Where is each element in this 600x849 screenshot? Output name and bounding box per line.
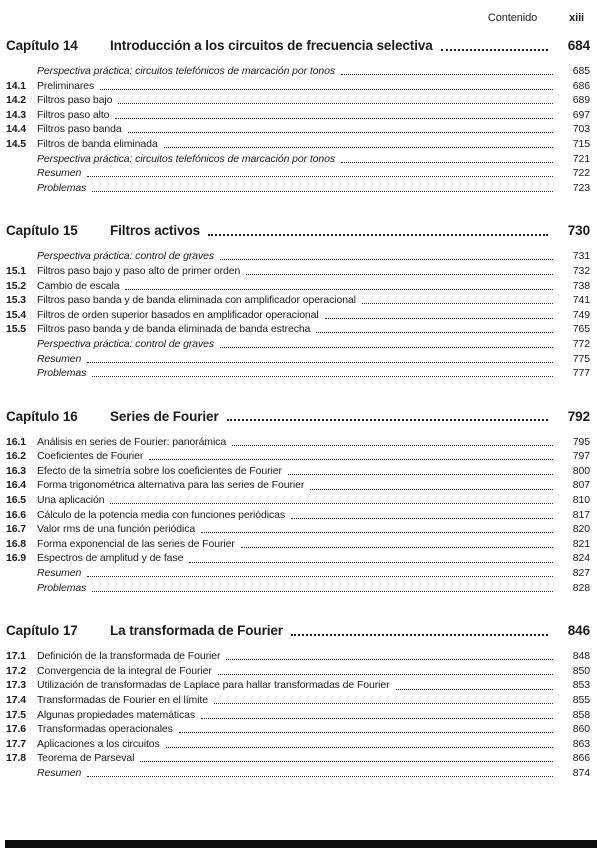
entry-title: Cálculo de la potencia media con funciones periódicas [37, 508, 286, 521]
chapter-block [6, 222, 590, 380]
toc-entry [6, 64, 590, 79]
dot-leader [214, 703, 553, 704]
toc-entry [6, 352, 590, 367]
entry-title: Filtros de orden superior basados en amplificador operacional [37, 308, 319, 321]
entry-title: Forma trigonométrica alternativa para las series de Fourier [37, 479, 305, 492]
toc-entry [6, 152, 590, 167]
entry-title: Filtros de banda eliminada [37, 137, 158, 150]
entry-page-number: 775 [572, 352, 590, 365]
chapter-title: La transformada de Fourier [110, 623, 283, 639]
entry-page-number: 697 [572, 108, 590, 121]
dot-leader [316, 332, 553, 333]
chapter-entries [6, 249, 590, 380]
entry-title: Resumen [37, 766, 82, 779]
toc-entry [6, 181, 590, 196]
entry-title: Filtros paso banda y de banda eliminada con amplificador operacional [37, 294, 356, 307]
toc-entry [6, 122, 590, 137]
dot-leader [189, 562, 553, 563]
entry-title: Perspectiva práctica: control de graves [37, 337, 215, 350]
dot-leader [92, 591, 553, 592]
dot-leader [441, 49, 548, 51]
entry-number: 17.3 [6, 679, 27, 692]
entry-title: Problemas [37, 367, 87, 380]
entry-title: Transformadas de Fourier en el límite [37, 694, 208, 706]
dot-leader [226, 659, 553, 660]
chapter-label: Capítulo 16 [6, 408, 78, 424]
chapters-list [6, 37, 590, 781]
entry-title: Resumen [37, 567, 82, 580]
dot-leader [164, 147, 553, 148]
entry-number: 14.4 [6, 123, 27, 136]
toc-entry [6, 137, 590, 152]
entry-number: 17.8 [6, 752, 27, 765]
toc-entry [6, 537, 590, 552]
toc-entry [6, 308, 590, 323]
dot-leader [201, 718, 553, 719]
dot-leader [110, 503, 553, 504]
toc-entry [6, 522, 590, 537]
entry-page-number: 715 [572, 137, 590, 150]
entry-title: Perspectiva práctica: control de graves [37, 250, 215, 263]
entry-page-number: 858 [572, 708, 590, 721]
chapter-block [6, 408, 590, 596]
entry-number: 16.9 [6, 552, 27, 565]
dot-leader [179, 732, 553, 733]
dot-leader [125, 289, 553, 290]
entry-number: 14.3 [6, 108, 27, 121]
chapter-page-number: 684 [567, 38, 590, 53]
chapter-heading [6, 37, 590, 55]
entry-number [6, 249, 37, 264]
entry-number: 15.4 [6, 308, 27, 321]
dot-leader [115, 118, 553, 119]
chapter-heading [6, 408, 590, 426]
toc-entry [6, 464, 590, 479]
entry-number: 17.5 [6, 708, 27, 721]
entry-number: 17.4 [6, 694, 27, 706]
entry-title: Coeficientes de Fourier [37, 450, 144, 463]
dot-leader [396, 689, 553, 690]
dot-leader [100, 89, 553, 90]
entry-title: Perspectiva práctica: circuitos telefónicos de marcación por tonos [37, 65, 336, 77]
entry-page-number: 738 [572, 279, 590, 292]
toc-entry [6, 566, 590, 581]
entry-page-number: 853 [572, 679, 590, 692]
entry-number [6, 352, 37, 367]
entry-number: 17.2 [6, 664, 27, 677]
dot-leader [128, 132, 553, 133]
entry-number: 17.6 [6, 723, 27, 736]
entry-title: Filtros paso banda y de banda eliminada de banda estrecha [37, 323, 311, 336]
entry-page-number: 874 [572, 766, 590, 779]
chapter-title: Filtros activos [110, 223, 201, 239]
dot-leader [118, 103, 553, 104]
dot-leader [341, 162, 553, 163]
entry-number [6, 766, 37, 781]
entry-page-number: 685 [572, 65, 590, 77]
dot-leader [227, 419, 548, 421]
entry-title: Resumen [37, 352, 82, 365]
dot-leader [291, 518, 553, 519]
entry-number: 16.5 [6, 494, 27, 507]
entry-page-number: 807 [572, 479, 590, 492]
dot-leader [208, 234, 548, 236]
dot-leader [220, 347, 553, 348]
dot-leader [92, 376, 553, 377]
entry-page-number: 797 [572, 450, 590, 463]
entry-number: 16.8 [6, 537, 27, 550]
toc-entry [6, 766, 590, 781]
toc-entry [6, 551, 590, 566]
chapter-title: Series de Fourier [110, 408, 219, 424]
dot-leader [87, 776, 553, 777]
entry-title: Resumen [37, 167, 82, 180]
entry-page-number: 850 [572, 664, 590, 677]
header-title: Contenido [487, 12, 538, 24]
entry-page-number: 824 [572, 552, 590, 565]
entry-title: Convergencia de la integral de Fourier [37, 664, 212, 677]
entry-number [6, 64, 37, 79]
dot-leader [246, 274, 553, 275]
toc-entry [6, 166, 590, 181]
entry-number [6, 366, 37, 381]
entry-page-number: 817 [572, 508, 590, 521]
entry-number [6, 566, 37, 581]
entry-page-number: 686 [572, 79, 590, 92]
entry-number [6, 181, 37, 196]
dot-leader [87, 176, 553, 177]
entry-page-number: 820 [572, 523, 590, 536]
entry-number: 15.5 [6, 323, 27, 336]
entry-title: Espectros de amplitud y de fase [37, 552, 184, 565]
chapter-page-number: 792 [567, 408, 590, 424]
page-header [6, 12, 584, 24]
toc-entry [6, 508, 590, 523]
entry-title: Teorema de Parseval [37, 752, 135, 765]
entry-title: Cambio de escala [37, 279, 120, 292]
entry-title: Filtros paso alto [37, 108, 110, 121]
entry-page-number: 800 [572, 464, 590, 477]
dot-leader [92, 191, 553, 192]
entry-page-number: 749 [572, 308, 590, 321]
toc-entry [6, 249, 590, 264]
entry-page-number: 732 [572, 264, 590, 277]
toc-entry [6, 678, 590, 693]
entry-page-number: 703 [572, 123, 590, 136]
entry-title: Perspectiva práctica: circuitos telefónicos de marcación por tonos [37, 152, 336, 165]
entry-page-number: 810 [572, 494, 590, 507]
dot-leader [241, 547, 553, 548]
header-page-number: xiii [569, 12, 584, 24]
entry-number [6, 581, 37, 596]
toc-entry [6, 449, 590, 464]
dot-leader [218, 674, 553, 675]
chapter-label: Capítulo 17 [6, 623, 78, 639]
dot-leader [220, 259, 553, 260]
entry-title: Problemas [37, 181, 87, 194]
entry-number: 16.7 [6, 523, 27, 536]
toc-entry [6, 649, 590, 664]
entry-page-number: 866 [572, 752, 590, 765]
chapter-heading [6, 622, 590, 640]
chapter-page-number: 846 [567, 623, 590, 639]
entry-page-number: 795 [572, 435, 590, 448]
entry-page-number: 722 [572, 167, 590, 180]
chapter-entries [6, 649, 590, 780]
entry-title: Análisis en series de Fourier: panorámica [37, 435, 227, 448]
entry-title: Valor rms de una función periódica [37, 523, 196, 536]
entry-number: 14.1 [6, 79, 27, 92]
dot-leader [341, 74, 553, 75]
toc-entry [6, 493, 590, 508]
entry-title: Forma exponencial de las series de Fourier [37, 537, 235, 550]
entry-page-number: 765 [572, 323, 590, 336]
entry-number [6, 166, 37, 181]
entry-number: 16.1 [6, 435, 27, 448]
dot-leader [87, 576, 553, 577]
toc-entry [6, 93, 590, 108]
entry-page-number: 723 [572, 181, 590, 194]
entry-title: Filtros paso bajo [37, 94, 113, 107]
entry-title: Efecto de la simetría sobre los coeficientes de Fourier [37, 464, 282, 477]
toc-entry [6, 435, 590, 450]
chapter-block [6, 622, 590, 780]
toc-entry [6, 293, 590, 308]
entry-title: Utilización de transformadas de Laplace para hallar transformadas de Fourier [37, 679, 390, 692]
chapter-title: Introducción a los circuitos de frecuencia selectiva [110, 38, 433, 53]
entry-page-number: 863 [572, 737, 590, 750]
entry-number: 17.7 [6, 737, 27, 750]
dot-leader [201, 532, 553, 533]
entry-number: 16.3 [6, 464, 27, 477]
toc-entry [6, 478, 590, 493]
entry-page-number: 855 [572, 694, 590, 706]
toc-entry [6, 79, 590, 94]
toc-entry [6, 693, 590, 708]
chapter-heading [6, 222, 590, 240]
dot-leader [166, 747, 553, 748]
toc-entry [6, 664, 590, 679]
dot-leader [87, 362, 553, 363]
toc-entry [6, 366, 590, 381]
entry-title: Problemas [37, 581, 87, 594]
entry-page-number: 827 [572, 567, 590, 580]
entry-title: Definición de la transformada de Fourier [37, 650, 221, 663]
entry-number: 14.5 [6, 137, 27, 150]
dot-leader [288, 474, 553, 475]
entry-number [6, 152, 37, 167]
dot-leader [310, 489, 553, 490]
entry-page-number: 860 [572, 723, 590, 736]
toc-entry [6, 708, 590, 723]
toc-entry [6, 751, 590, 766]
dot-leader [140, 761, 553, 762]
entry-number: 16.6 [6, 508, 27, 521]
entry-number: 15.2 [6, 279, 27, 292]
entry-title: Una aplicación [37, 494, 105, 507]
dot-leader [362, 303, 553, 304]
entry-page-number: 731 [572, 250, 590, 263]
dot-leader [325, 318, 553, 319]
entry-page-number: 772 [572, 337, 590, 350]
entry-number: 16.4 [6, 479, 27, 492]
entry-number: 15.1 [6, 264, 27, 277]
entry-number: 14.2 [6, 94, 27, 107]
entry-page-number: 777 [572, 367, 590, 380]
entry-title: Preliminares [37, 79, 95, 92]
entry-page-number: 848 [572, 650, 590, 663]
entry-title: Transformadas operacionales [37, 723, 173, 736]
chapter-page-number: 730 [567, 223, 590, 239]
dot-leader [232, 445, 553, 446]
entry-number: 16.2 [6, 450, 27, 463]
entry-number: 15.3 [6, 294, 27, 307]
chapter-block [6, 37, 590, 195]
entry-title: Filtros paso bajo y paso alto de primer orden [37, 264, 241, 277]
entry-page-number: 821 [572, 537, 590, 550]
entry-title: Algunas propiedades matemáticas [37, 708, 195, 721]
chapter-entries [6, 64, 590, 195]
bottom-bar [5, 840, 597, 848]
entry-number: 17.1 [6, 650, 27, 663]
toc-entry [6, 279, 590, 294]
toc-entry [6, 264, 590, 279]
chapter-entries [6, 435, 590, 596]
dot-leader [291, 634, 548, 636]
chapter-label: Capítulo 15 [6, 223, 78, 239]
entry-number [6, 337, 37, 352]
toc-entry [6, 322, 590, 337]
entry-page-number: 689 [572, 94, 590, 107]
toc-entry [6, 108, 590, 123]
toc-entry [6, 722, 590, 737]
toc-entry [6, 337, 590, 352]
entry-title: Filtros paso banda [37, 123, 122, 136]
dot-leader [149, 459, 553, 460]
entry-page-number: 828 [572, 581, 590, 594]
entry-page-number: 721 [572, 152, 590, 165]
entry-title: Aplicaciones a los circuitos [37, 737, 160, 750]
toc-entry [6, 581, 590, 596]
entry-page-number: 741 [572, 294, 590, 307]
toc-entry [6, 737, 590, 752]
chapter-label: Capítulo 14 [6, 38, 78, 53]
